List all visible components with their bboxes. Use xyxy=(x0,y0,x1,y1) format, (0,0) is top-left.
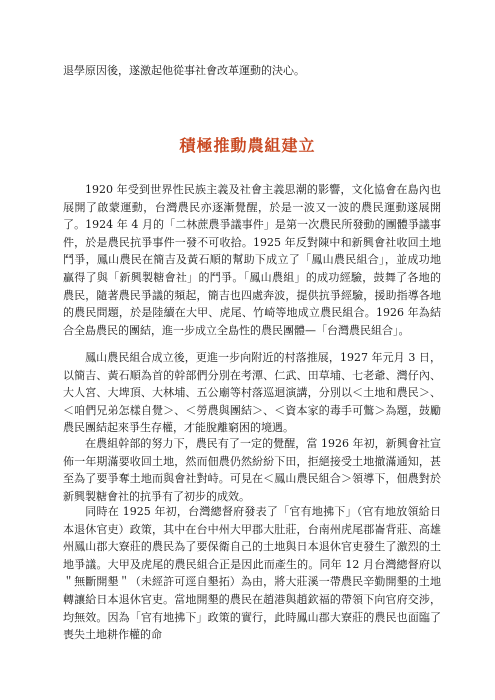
paragraph-1-text: 1920 年受到世界性民族主義及社會主義思潮的影響，文化協會在島內也展開了啟蒙運動，台灣農民亦逐漸覺醒，於是一波又一波的農民運動遂展開了。1924 年 4 月的「二林蔗農爭議事件」是第一次農民所發動的團體爭議事件，於是農民抗爭事件一發不可收拾。1925 年反對陳中和新興會社收回土地鬥爭，鳳山農民在簡吉及黃石順的幫助下成立了「鳳山農民組合」，並成功地贏得了與「新興製糖會社」的鬥爭。「鳳山農組」的成功經驗，鼓舞了各地的農民，隨著農民爭議的頻起，簡吉也四處奔波，提供抗爭經驗，援助指導各地的農民問題，於是陸續在大甲、虎尾、竹崎等地成立農民組合。1926 年為結合全島農民的團結，進一步成立全島性的農民團體—「台灣農民組合」。 xyxy=(63,183,441,337)
paragraph-4-text: 同時在 1925 年初，台灣總督府發表了「官有地拂下」（官有地放領給日本退休官吏）政策，其中在台中州大甲郡大肚莊，台南州虎尾郡崙背莊、高雄州鳳山郡大寮莊的農民為了要保衛自己的土地與日本退休官吏發生了激烈的土地爭議。大甲及虎尾的農民組合正是因此而產生的。同年 12 月台灣總督府以＂無斷開墾＂（未經許可逕自墾拓）為由，將大莊溪一帶農民辛勤開墾的土地轉讓給日本退休官吏。當地開墾的農民在趙港與趙欽福的帶領下向官府交涉，均無效。因為「官有地拂下」政策的實行，此時鳳山郡大寮莊的農民也面臨了喪失土地耕作權的命 xyxy=(63,505,441,642)
paragraph-4 xyxy=(63,503,441,644)
paragraph-2 xyxy=(63,349,441,437)
paragraph-2-text: 鳳山農民組合成立後，更進一步向附近的村落推展，1927 年元月 3 日，以簡吉、黃石順為首的幹部們分別在考潭、仁武、田草埔、七老爺、灣仔內、大人宮、大埤頂、大林埔、五公廟等村落巡迴演講，分別以＜土地和農民＞、＜咱們兄弟怎樣自覺＞、＜勞農與團結＞、＜資本家的毒手可鷩＞為題，鼓勵農民團結起來爭生存權，才能脫離窮困的境遇。 xyxy=(63,351,441,435)
paragraph-3-text: 在農組幹部的努力下，農民有了一定的覺醒，當 1926 年初，新興會社宣佈一年期滿要收回土地，然而佃農仍然紛紛下田，拒絕接受土地撤滿通知，甚至為了要爭奪土地而與會社對峙。可見在＜鳳山農民組合＞領導下，佃農對於新興製糖會社的抗爭有了初步的成效。 xyxy=(63,437,441,503)
section-heading: 積極推動農組建立 xyxy=(179,136,316,155)
paragraph-3 xyxy=(63,435,441,505)
lead-text: 退學原因後，遂激起他從事社會改革運動的決心。 xyxy=(63,64,305,77)
paragraph-1 xyxy=(63,181,441,339)
